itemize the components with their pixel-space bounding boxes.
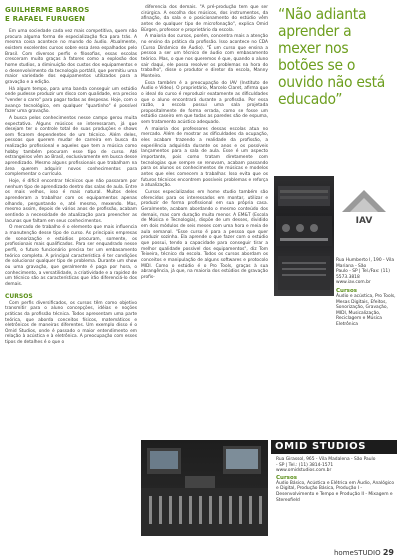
omid-courses-label: Cursos: [276, 474, 297, 481]
iav-contact-box: [336, 258, 396, 328]
omid-title: OMID STUDIOS: [275, 441, 367, 452]
iav-logo-text: IAV: [355, 216, 373, 226]
omid-address-line: - SP | Tel.: (11) 3814-1571: [276, 462, 334, 468]
paragraph: Hoje, é difícil encontrar técnicos que não passaram por nenhum tipo de aprendizado dentro das salas de aula. Entre os mais velhos, isso é mais natural. Muitos deles aprenderam a trabalhar com os equipamentos apenas olhando, perguntando e, até mesmo, mexendo. Mas, mesmo assim, depois de vários anos de profissão, acabam sentindo a necessidade de atualização para preencher as lacunas que faltam em seus conhecimentos.: [5, 179, 137, 224]
article-column-2: [141, 5, 268, 282]
iav-courses-list: Áudio e acústica, Pro Tools, Mesas Digitais, Efeitos, Sonorização, Gravação, MIDI, Musicalização, Reciclagem e Música Eletrônica: [336, 293, 396, 327]
article-column-1: [5, 0, 137, 347]
iav-studio-photo: [274, 176, 334, 296]
article-authors: [5, 6, 137, 24]
iav-address: [336, 258, 396, 286]
page-number: 29: [382, 548, 394, 557]
paragraph: Essa também é a preocupação do IAV (Instituto de Áudio e Vídeo). O proprietário, Marcelo Claret, afirma que o ideal do curso é reproduzir exatamente as dificuldades que o aluno encontrará durante a profissão. Por essa razão, a escola possui uma sala projetada propositalmente de forma errada, como se fosse um estúdio caseiro em que todas as paredes são de espuma, sem tratamento acústico adequado.: [141, 80, 268, 126]
col2-body: [141, 5, 268, 281]
author-line-1: GUILHERME BARROS: [5, 6, 90, 14]
omid-contact-box: [276, 457, 396, 503]
mixing-console-illustration: [141, 440, 268, 536]
omid-website: www.omidstudios.com.br: [276, 468, 332, 474]
col1-body: [5, 29, 137, 288]
omid-address-line: Rua Girassol, 965 - Vila Madalena - São Paulo: [276, 457, 376, 462]
magazine-name: homeSTUDIO: [333, 549, 381, 557]
omid-studio-photo: [141, 440, 268, 536]
omid-address: [276, 457, 396, 474]
iav-address-line: Paulo - SP | Tel./Fax: (11) 5573.3818: [336, 269, 390, 280]
section-heading-cursos: CURSOS: [5, 292, 33, 300]
iav-website: www.iav.com.br: [336, 280, 371, 286]
paragraph: O mercado de trabalho é o elemento que mais influencia a manutenção desse tipo de curso. As principais empresas de sonorização e estúdios procuram, somente, os profissionais mais qualificados. Para ser enquadrado nesse perfil, o futuro funcionário precisa ter um embasamento teórico completo. A principal característica é ter condições de solucionar qualquer tipo de problema. Durante um show ou uma gravação, que geralmente é paga por hora, o conhecimento, a versatilidade, a criatividade e a rapidez de um técnico são as características que irão diferenciá-lo dos demais.: [5, 225, 137, 287]
paragraph: diferencia dos demais. "A pré-produção tem que ser cirúrgica. A escolha dos músicos, dos instrumentos, da afinação, da sala e o posicionamento do estúdio vêm antes de qualquer tipo de microfonação", explica Omid Bürgen, professor e proprietário da escola.: [141, 5, 268, 33]
paragraph: Cursos especializados em home studio também são oferecidos para os interessados em montar, utilizar e produzir de forma profissional em sua própria casa. Geralmente, acabam abordando o mesmo conteúdo dos demais, mas com duração muito menor. A EM&T (Escola de Música e Tecnologia), dispõe de um desses, dividido em dois módulos de seis meses com uma hora e meia de aula semanal. "Esse curso é para a pessoa que quer produzir sozinha. Ela aprende o que fazer com o estúdio que possui, tendo a capacidade para conseguir tirar a melhor qualidade possível dos equipamentos", diz Tom Teixeira, técnico da escola. Todos os cursos abordam os conceitos e manipulação de alguns softwares e protocolo MIDI. Como o estúdio é o Pro Tools, graças à sua abrangência, já que, na maioria dos estúdios de gravação profis-: [141, 190, 268, 280]
page-footer: [334, 548, 394, 557]
pull-quote: “Não adianta aprender a mexer nos botões se o ouvido não está educado”: [278, 5, 386, 108]
studio-equipment-illustration: [274, 176, 334, 296]
omid-courses-list: Áudio Básico, Acústica e Elétrica em Áudio, Analógico e Digital, Produção Básica, Produção I - Desenvolvimento e Tempo e Produção II - Mixagem e Stereofield: [276, 480, 395, 503]
paragraph: A maioria dos cursos, porém, concentra mais a atenção no ensino da prática da profissão. Isso acontece no CDA (Curso Dinâmico de Áudio). "É um curso que ensina a pessoa a ser um técnico de áudio com embasamento teórico. Mas, o que nos queremos é que, quando o aluno sair daqui, ele possa resolver os problemas na hora do trabalho", disse o produtor e diretor da escola, Manny Monteiro.: [141, 34, 268, 79]
author-line-2: E RAFAEL FURUGEN: [5, 15, 86, 23]
paragraph: A busca pelos conhecimentos nesse campo gerou muita expectativa. Alguns músicos se interessaram, já que desejam ter o controle total de suas produções e shows sem ficarem dependentes de um técnico. Além deles, pessoas que querem mudar de carreira em busca da realização profissional e aqueles que tem a música como hobby também procuram esse tipo de curso. Até estrangeiros vêm ao Brasil, exclusivamente em busca desse aprendizado. Mesmo alguns profissionais que trabalham na área querem adquirir novos conhecimentos para complementar o currículo.: [5, 115, 137, 178]
iav-logo: [336, 182, 392, 228]
paragraph: A maioria dos professores dessas escolas atua no mercado. Além de mostrar as dificuldades da ocupação, eles acabam trazendo a realidade da profissão, a experiência adquirida durante os anos e os possíveis lançamentos para a sala de aula. Esse é um aspecto importante, pois como tratam diretamente com tecnologias que sempre se renovam, acabam passando para os alunos os conhecimentos de músicas e modelos antes que eles comecem a trabalhar. Isso evita que os futuros técnicos encontrem possíveis problemas e reforça a atualização.: [141, 126, 268, 189]
iav-logo-mark: [336, 182, 392, 228]
paragraph: Há algum tempo, para uma banda conseguir um estúdio onde pudesse produzir um disco com qualidade, era preciso "vender o carro" para pagar todas as despesas. Hoje, com o avanço tecnológico, em qualquer "quartinho" é possível fazer uma gravação.: [5, 86, 137, 115]
cursos-body: [5, 301, 137, 346]
paragraph: Com perfis diversificados, os cursos têm como objetivo transmitir para o aluno concepções, idéias e noções práticas da profissão técnica. Todos apresentam uma parte teórica, que aborda conceitos físicos, matemáticos e eletrônicos de maneiras diferentes. Um exemplo disso é o Omid Studios, onde é passado o maior entendimento em relação à acústica e à eletrônica. A preocupação com esses tipos de detalhes é o que o: [5, 300, 137, 346]
iav-address-line: Rua Humberto I, 190 - Vila Mariana - São: [336, 258, 395, 269]
iav-courses-label: Cursos: [336, 287, 357, 294]
paragraph: Em uma sociedade cada vez mais competitiva, quem não procura alguma forma de especialização fica para trás. A mesma coisa acontece no mundo do áudio. Atualmente, existem excelentes cursos sobre essa área espalhados pelo Brasil. Com diversos perfis e filosofias, essas escolas cresceram muito graças à fatores como a explosão dos home studios, a diminuição dos custos dos equipamentos e o desenvolvimento da tecnologia portátil, que permitiu uma maior variedade dos equipamentos utilizados para a gravação e a edição.: [5, 29, 137, 85]
